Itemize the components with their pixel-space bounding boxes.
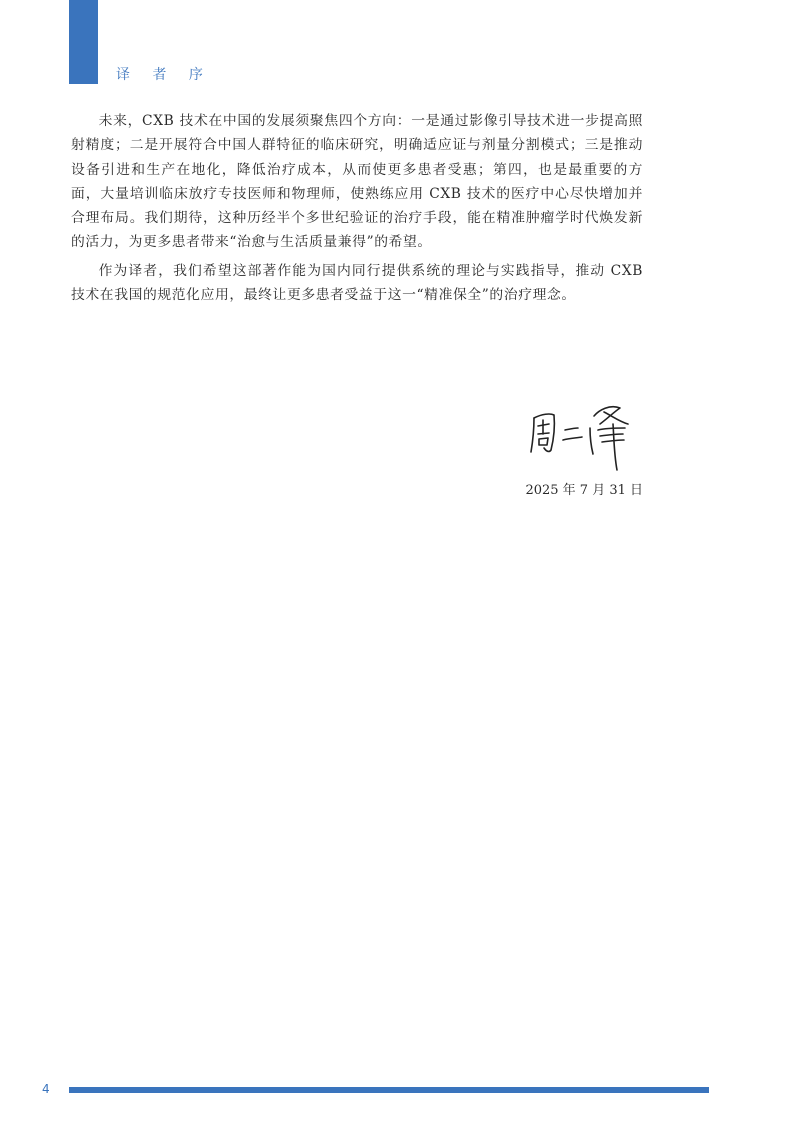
handwritten-signature <box>524 398 642 478</box>
paragraph-future-directions: 未来，CXB 技术在中国的发展须聚焦四个方向：一是通过影像引导技术进一步提高照射精度；二是开展符合中国人群特征的临床研究，明确适应证与剂量分割模式；三是推动设备引进和生产在地化，降低治疗成本，从而使更多患者受惠；第四，也是最重要的方面，大量培训临床放疗专技医师和物理师，使熟练应用 CXB 技术的医疗中心尽快增加并合理布局。我们期待，这种历经半个多世纪验证的治疗手段，能在精准肿瘤学时代焕发新的活力，为更多患者带来“治愈与生活质量兼得”的希望。 <box>71 113 643 251</box>
header-accent-block <box>69 0 98 84</box>
signature-date: 2025 年 7 月 31 日 <box>525 483 643 498</box>
preface-body <box>71 109 643 311</box>
page-number: 4 <box>42 1082 50 1096</box>
paragraph-translator-hope: 作为译者，我们希望这部著作能为国内同行提供系统的理论与实践指导，推动 CXB 技术在我国的规范化应用，最终让更多患者受益于这一“精准保全”的治疗理念。 <box>71 262 643 304</box>
section-title: 译 者 序 <box>116 67 212 83</box>
footer-rule <box>69 1087 709 1093</box>
